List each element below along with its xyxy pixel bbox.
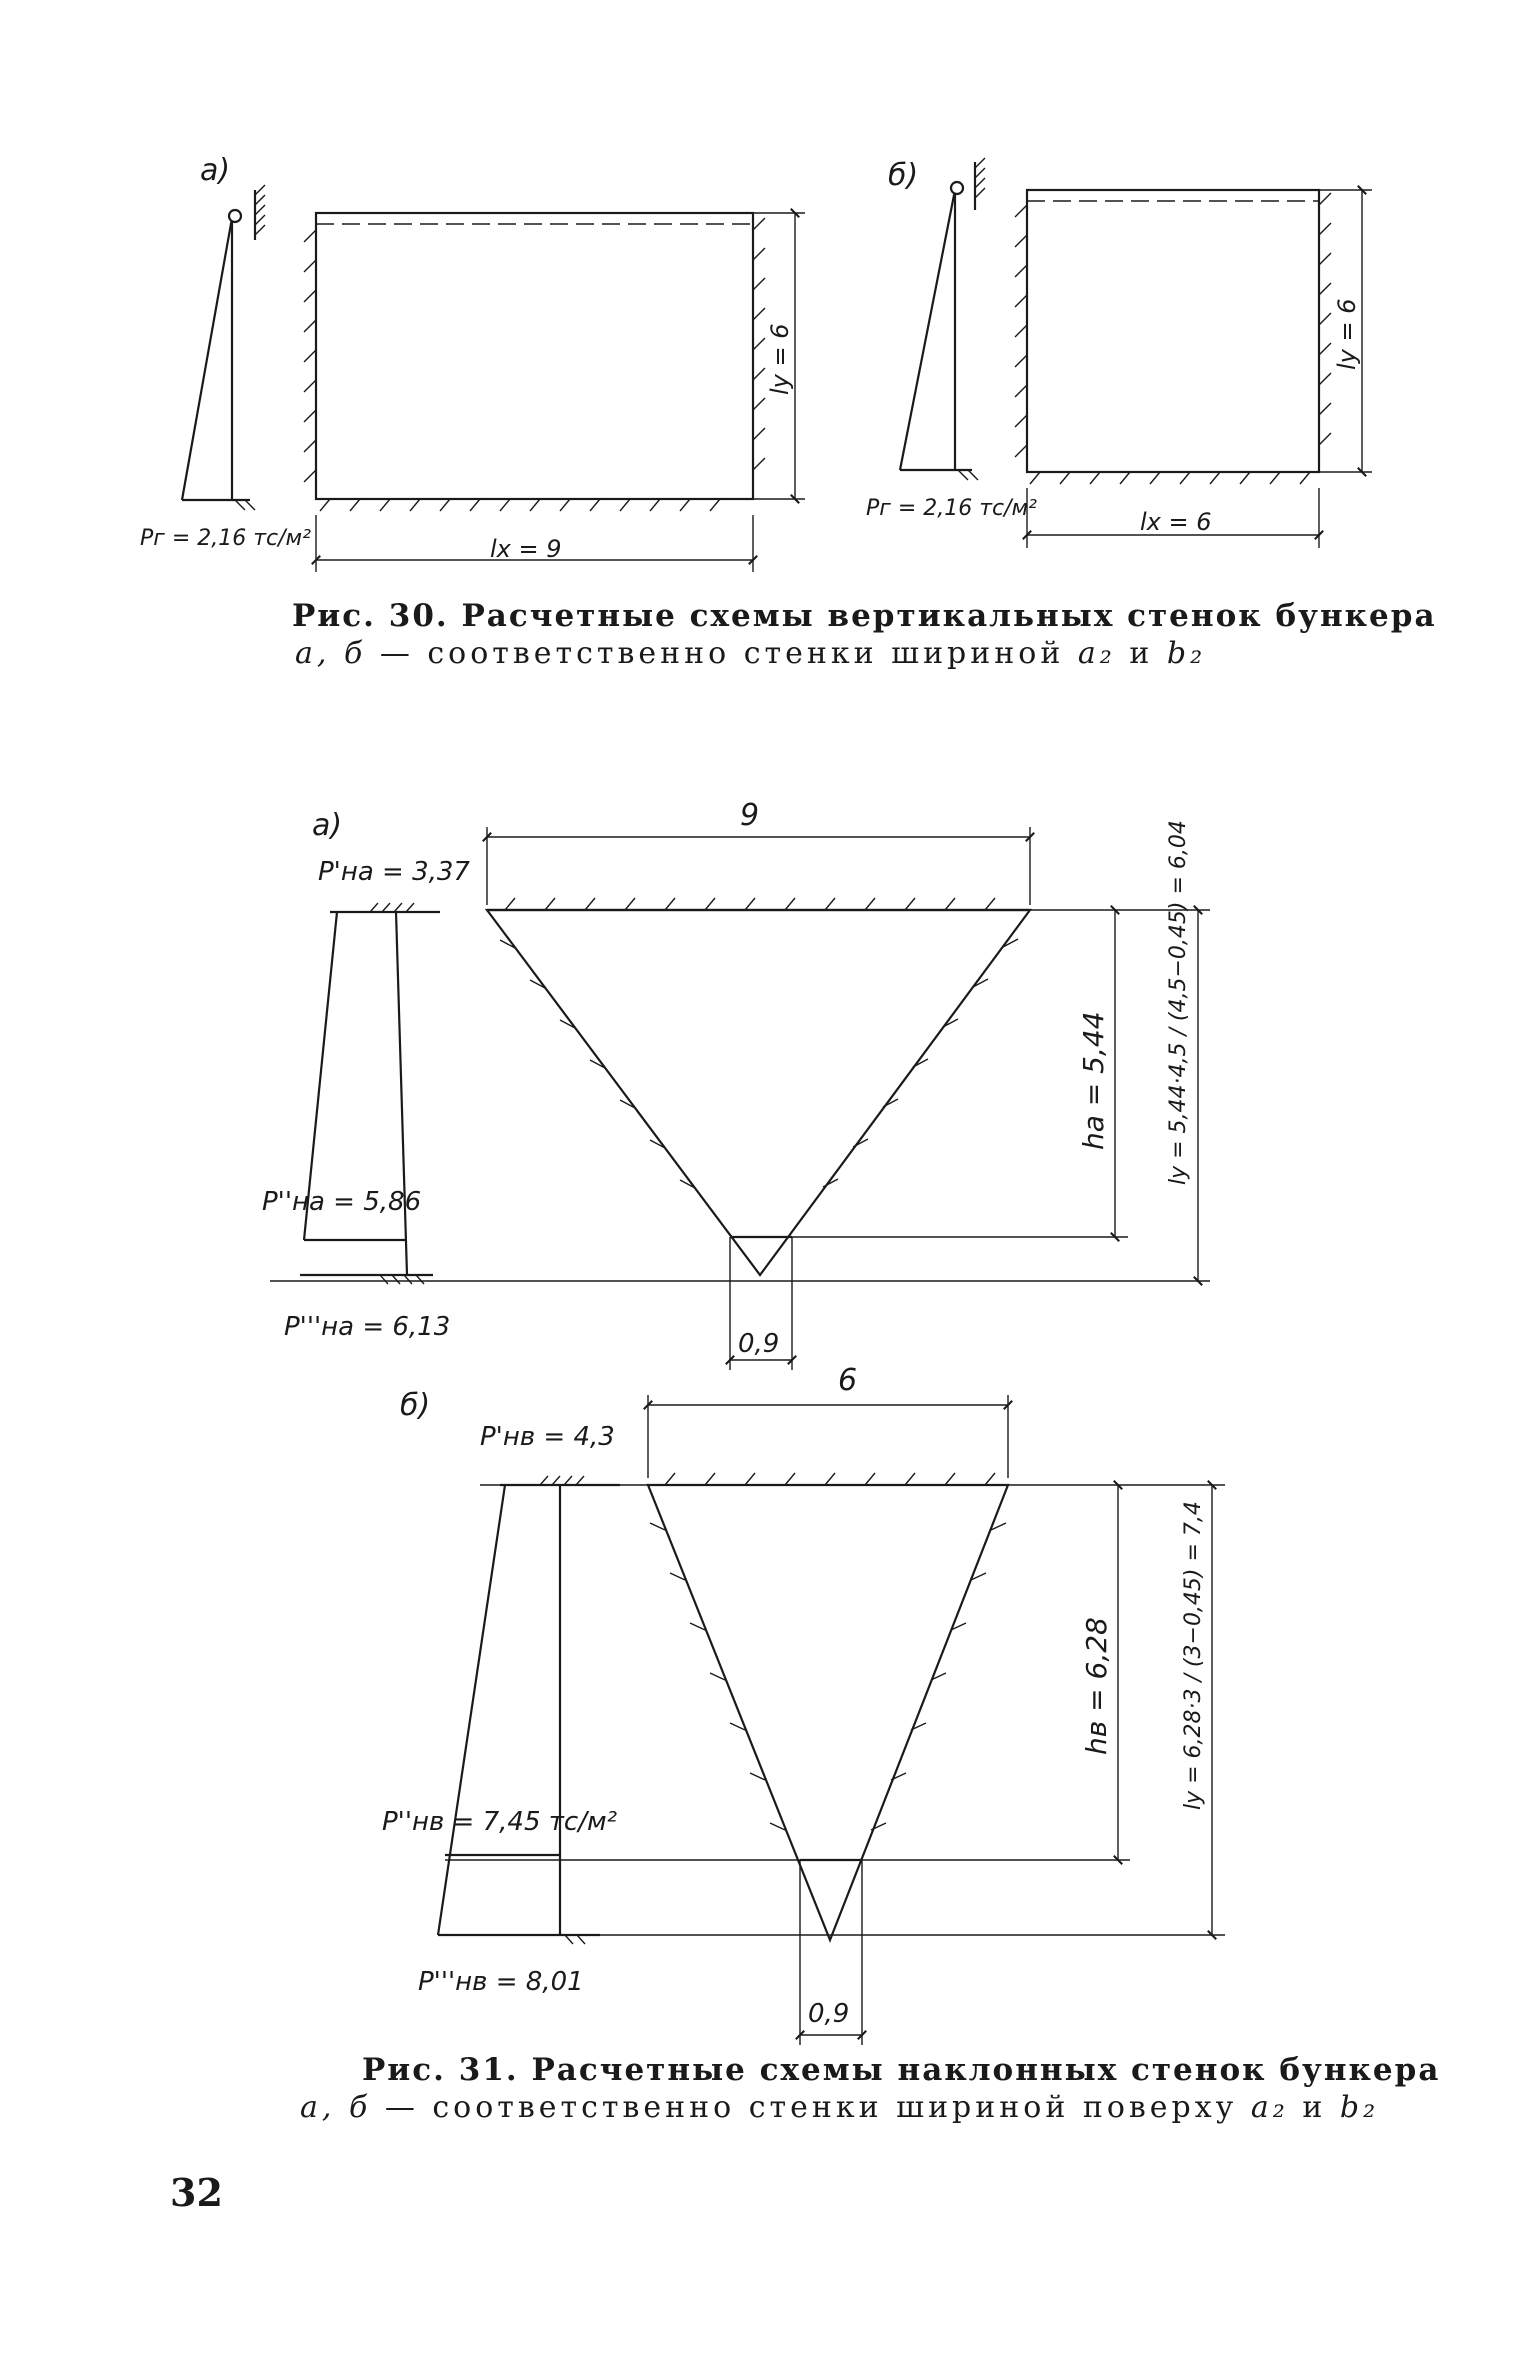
fig31-b-bottom-dim: 0,9 [808,1999,850,2029]
fig31-a-panel-label: а) [312,808,343,843]
fig31-a-p2-label: P''на = 5,86 [262,1187,422,1217]
fig31-b-ly-label: ly = 6,28·3 / (3−0,45) = 7,4 [1181,1501,1206,1810]
fig31-b-p2-label: P''нв = 7,45 тс/м² [382,1807,618,1837]
fig31-caption-prefix: а, б [300,2090,372,2125]
page-number: 32 [170,2170,223,2215]
fig30-b-diagram [900,158,1372,548]
fig31-b-p3-label: P'''нв = 8,01 [418,1967,584,1997]
fig31-caption-title: Рис. 31. Расчетные схемы наклонных стенок бункера [362,2052,1441,2088]
fig30-a-diagram [182,185,805,572]
fig31-b-h-label: hв = 6,28 [1080,1617,1113,1755]
fig31-caption-text: — соответственно стенки шириной поверху [371,2090,1251,2125]
fig30-b-pressure-label: Pг = 2,16 тс/м² [866,496,1037,521]
fig30-caption-subtitle [295,636,1206,671]
fig30-caption-prefix: а, б [295,636,367,671]
fig31-b-p1-label: P'нв = 4,3 [480,1422,615,1452]
fig31-caption-and: и [1288,2090,1340,2125]
fig30-caption-a: a₂ [1077,636,1116,671]
fig30-caption-title: Рис. 30. Расчетные схемы вертикальных стенок бункера [292,598,1437,634]
fig30-a-lx-label: lx = 9 [490,535,562,563]
fig31-a-diagram [270,827,1210,1370]
fig30-a-ly-label: ly = 6 [766,323,794,395]
fig31-caption-a: a₂ [1250,2090,1289,2125]
fig31-b-top-dim: 6 [838,1363,858,1398]
fig30-b-lx-label: lx = 6 [1140,508,1212,536]
fig31-a-top-dim: 9 [740,798,760,833]
fig30-a-panel-label: a) [200,153,231,188]
fig31-a-p1-label: P'на = 3,37 [318,857,470,887]
fig31-a-p3-label: P'''на = 6,13 [284,1312,451,1342]
fig30-b-panel-label: б) [888,158,919,193]
fig30-caption-text: — соответственно стенки шириной [366,636,1078,671]
fig31-b-panel-label: б) [400,1388,431,1423]
fig30-b-ly-label: ly = 6 [1333,298,1361,370]
fig31-caption-subtitle [300,2090,1379,2125]
fig31-a-bottom-dim: 0,9 [738,1329,780,1359]
fig31-a-h-label: hа = 5,44 [1077,1011,1110,1150]
fig30-caption-b: b₂ [1166,636,1207,671]
fig31-a-ly-label: ly = 5,44·4,5 / (4,5−0,45) = 6,04 [1166,820,1191,1185]
fig30-caption-and: и [1115,636,1167,671]
fig31-caption-b: b₂ [1339,2090,1380,2125]
fig30-a-pressure-label: Pг = 2,16 тс/м² [140,526,311,551]
